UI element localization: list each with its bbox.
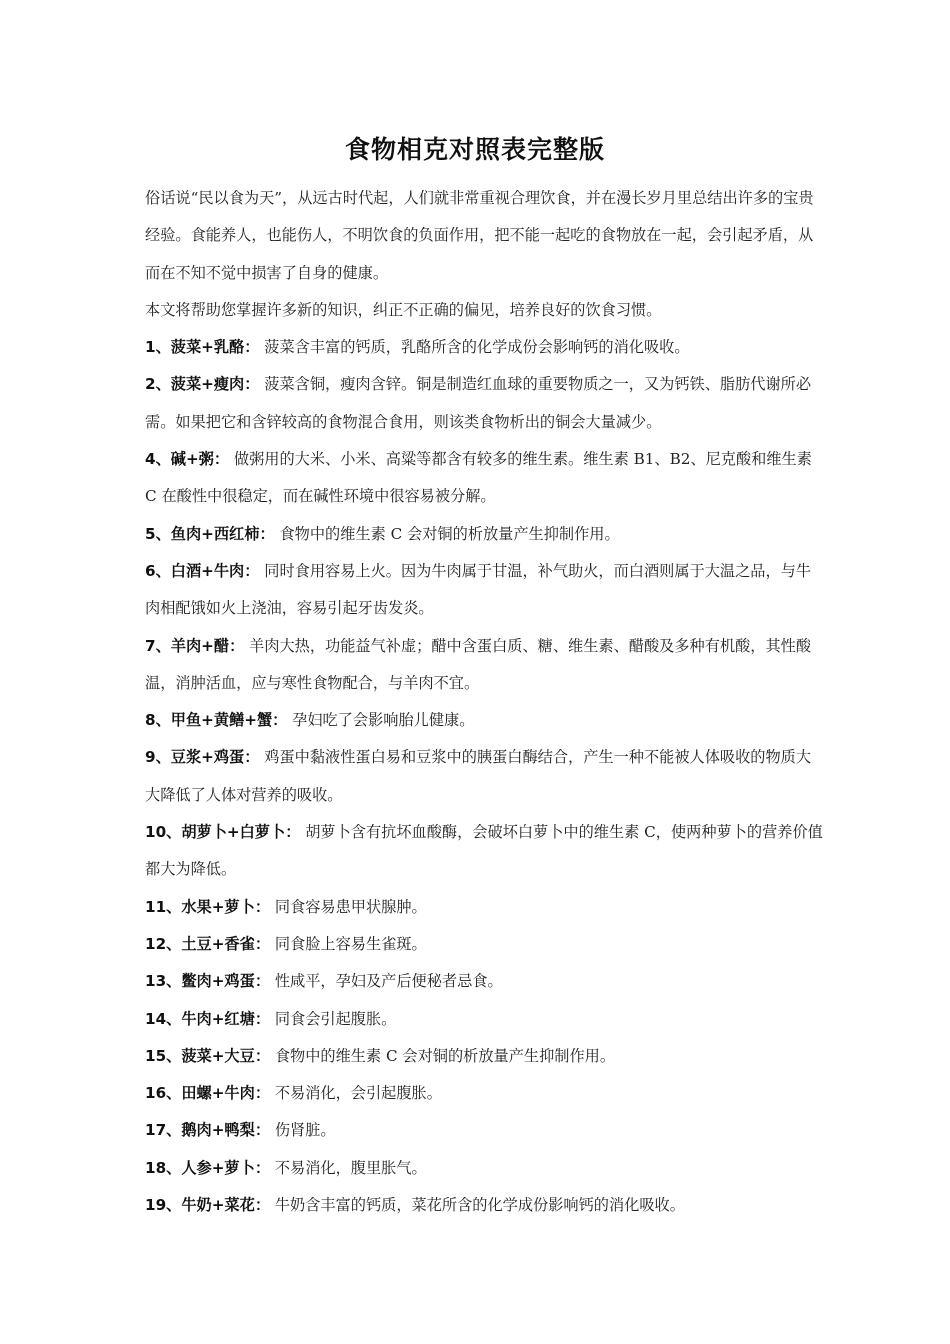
list-item [145,1112,825,1149]
item-number: 6、 [145,561,171,580]
item-number: 18、 [145,1158,182,1177]
list-item [145,1038,825,1075]
item-description: 胡萝卜含有抗坏血酸酶，会破坏白萝卜中的维生素 C，使两种萝卜的营养价值都大为降低。 [145,823,823,879]
item-description: 不易消化，会引起腹胀。 [274,1084,442,1103]
food-pair: 碱+粥 [170,450,214,469]
food-pair: 菠菜+大豆 [181,1046,255,1065]
item-description: 同食容易患甲状腺肿。 [274,897,427,916]
pair-colon: ： [285,823,301,842]
item-number: 7、 [145,636,171,655]
pair-colon: ： [254,1046,270,1065]
item-description: 食物中的维生素 C 会对铜的析放量产生抑制作用。 [279,524,620,543]
food-pair: 田螺+牛肉 [181,1084,255,1103]
item-number: 8、 [145,711,171,730]
page-title: 食物相克对照表完整版 [344,135,605,164]
item-number: 15、 [145,1046,182,1065]
list-item [145,814,825,889]
list-item [145,553,825,628]
pair-colon: ： [254,1084,270,1103]
food-pair: 土豆+香雀 [181,934,255,953]
item-number: 17、 [145,1121,182,1140]
pair-colon: ： [254,1121,270,1140]
list-item [145,739,825,814]
pair-colon: ： [244,338,260,357]
pair-colon: ： [254,1196,270,1215]
list-item [145,702,825,739]
item-description: 鸡蛋中黏液性蛋白易和豆浆中的胰蛋白酶结合，产生一种不能被人体吸收的物质大大降低了人体对营养的吸收。 [145,748,812,804]
pair-colon: ： [272,711,288,730]
food-pair: 豆浆+鸡蛋 [170,748,245,767]
item-number: 16、 [145,1084,182,1103]
food-pair: 胡萝卜+白萝卜 [181,823,286,842]
food-pair: 牛肉+红塘 [181,1009,255,1028]
item-description: 孕妇吃了会影响胎儿健康。 [292,711,475,730]
food-pair: 鹅肉+鸭梨 [181,1121,255,1140]
pair-colon: ： [254,972,270,991]
item-number: 12、 [145,934,182,953]
food-pair: 牛奶+菜花 [181,1196,255,1215]
food-pair: 菠菜+乳酪 [170,338,245,357]
pair-colon: ： [213,450,230,469]
list-item [145,963,825,1000]
intro-paragraph-1: 俗话说“民以食为天”，从远古时代起，人们就非常重视合理饮食，并在漫长岁月里总结出许多的宝贵经验。食能养人，也能伤人，不明饮食的负面作用，把不能一起吃的食物放在一起，会引起矛盾，从而在不知不觉中损害了自身的健康。 [145,189,814,282]
document-body [145,180,825,1224]
list-item [145,1187,825,1224]
food-pair: 羊肉+醋 [170,636,230,655]
item-description: 牛奶含丰富的钙质，菜花所含的化学成份影响钙的消化吸收。 [274,1196,685,1215]
item-number: 14、 [145,1009,182,1028]
food-pair: 菠菜+瘦肉 [170,375,245,394]
list-item [145,628,825,703]
pair-colon: ： [229,636,245,655]
list-item [145,926,825,963]
item-description: 同时食用容易上火。因为牛肉属于甘温，补气助火，而白酒则属于大温之品，与牛肉相配饿如火上浇油，容易引起牙齿发炎。 [145,561,812,618]
pair-colon: ： [244,748,260,767]
list-item [145,889,825,926]
item-number: 2、 [145,375,171,394]
item-description: 同食会引起腹胀。 [274,1009,397,1028]
item-number: 13、 [145,972,182,991]
item-number: 11、 [145,897,182,916]
list-item [145,1001,825,1038]
food-pair: 鱼肉+西红柿 [170,524,260,543]
item-number: 5、 [145,524,171,543]
pair-colon: ： [254,897,270,916]
pair-colon: ： [244,561,260,580]
pair-colon: ： [254,934,270,953]
item-description: 不易消化，腹里胀气。 [274,1158,427,1177]
item-description: 菠菜含丰富的钙质，乳酪所含的化学成份会影响钙的消化吸收。 [264,338,690,357]
list-item [145,366,825,441]
intro-paragraph-2: 本文将帮助您掌握许多新的知识，纠正不正确的偏见，培养良好的饮食习惯。 [145,300,662,319]
item-description: 伤肾脏。 [274,1121,336,1140]
item-description: 做粥用的大米、小米、高粱等都含有较多的维生素。维生素 B1、B2、尼克酸和维生素 C 在酸性中很稳定，而在碱性环境中很容易被分解。 [145,450,812,506]
item-number: 9、 [145,748,171,767]
item-description: 性咸平，孕妇及产后便秘者忌食。 [274,972,503,991]
food-pair: 人参+萝卜 [181,1158,255,1177]
item-description: 同食脸上容易生雀斑。 [274,934,427,953]
list-item [145,441,825,516]
list-item [145,516,825,553]
pair-colon: ： [254,1009,270,1028]
item-description: 食物中的维生素 C 会对铜的析放量产生抑制作用。 [274,1046,616,1065]
pair-colon: ： [259,524,275,543]
item-number: 1、 [145,338,171,357]
item-number: 19、 [145,1196,182,1215]
item-number: 4、 [145,450,171,469]
list-item [145,1150,825,1187]
item-description: 羊肉大热，功能益气补虚；醋中含蛋白质、糖、维生素、醋酸及多种有机酸，其性酸温，消肿活血，应与寒性食物配合，与羊肉不宜。 [145,636,812,692]
pair-colon: ： [254,1158,270,1177]
list-item [145,1075,825,1112]
item-description: 菠菜含铜，瘦肉含锌。铜是制造红血球的重要物质之一，又为钙铁、脂肪代谢所必需。如果把它和含锌较高的食物混合食用，则该类食物析出的铜会大量减少。 [145,375,812,431]
food-combination-list [145,329,825,1224]
pair-colon: ： [244,375,260,394]
food-pair: 鳖肉+鸡蛋 [181,972,255,991]
food-pair: 甲鱼+黄鳝+蟹 [170,711,273,730]
food-pair: 水果+萝卜 [181,897,255,916]
item-number: 10、 [145,823,182,842]
food-pair: 白酒+牛肉 [170,561,245,580]
list-item [145,329,825,366]
